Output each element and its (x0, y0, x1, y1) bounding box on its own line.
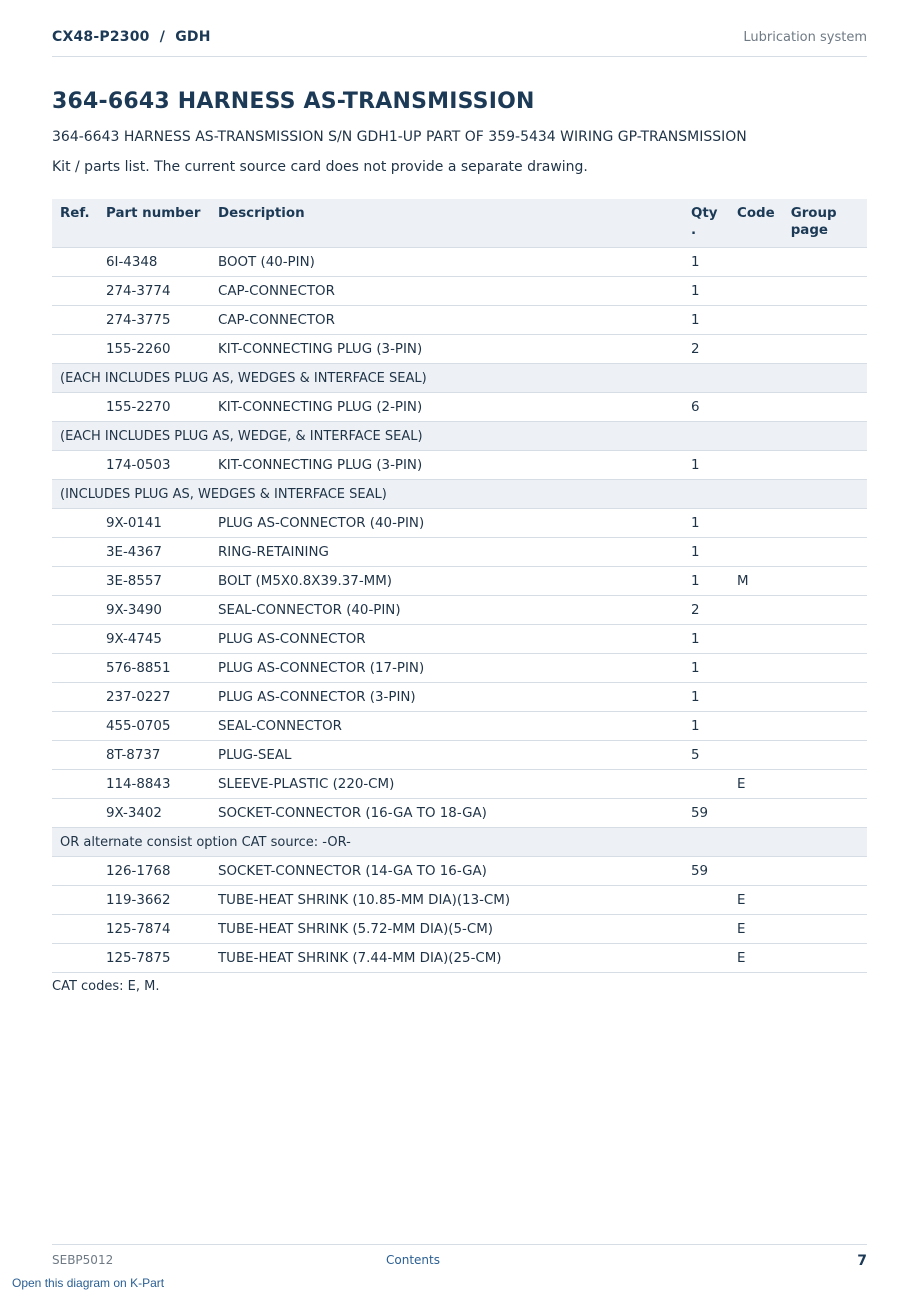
row-ref (52, 683, 98, 712)
column-header-part-number: Part number (98, 199, 210, 248)
row-description: CAP-CONNECTOR (210, 306, 683, 335)
row-code (729, 248, 783, 277)
row-group-page (783, 451, 867, 480)
row-code (729, 683, 783, 712)
table-row (52, 277, 867, 306)
table-row (52, 683, 867, 712)
row-group-page (783, 654, 867, 683)
row-group-page (783, 335, 867, 364)
row-ref (52, 770, 98, 799)
row-code (729, 799, 783, 828)
contents-link[interactable]: Contents (386, 1253, 440, 1267)
row-code (729, 335, 783, 364)
row-part-number: 576-8851 (98, 654, 210, 683)
row-description: PLUG AS-CONNECTOR (3-PIN) (210, 683, 683, 712)
row-part-number: 274-3774 (98, 277, 210, 306)
row-note: (INCLUDES PLUG AS, WEDGES & INTERFACE SEAL) (52, 480, 867, 509)
row-ref (52, 625, 98, 654)
row-qty: 1 (683, 683, 729, 712)
section-name: Lubrication system (743, 30, 867, 45)
page-header (52, 28, 867, 57)
row-ref (52, 248, 98, 277)
row-ref (52, 886, 98, 915)
table-row (52, 915, 867, 944)
row-description: BOLT (M5X0.8X39.37-MM) (210, 567, 683, 596)
page-note: Kit / parts list. The current source card does not provide a separate drawing. (52, 159, 588, 175)
parts-table-body (52, 248, 867, 973)
table-row (52, 886, 867, 915)
row-code (729, 712, 783, 741)
row-part-number: 9X-0141 (98, 509, 210, 538)
row-code: E (729, 886, 783, 915)
row-description: TUBE-HEAT SHRINK (7.44-MM DIA)(25-CM) (210, 944, 683, 973)
page-title: 364-6643 HARNESS AS-TRANSMISSION (52, 89, 535, 114)
row-qty (683, 886, 729, 915)
page-subtitle: 364-6643 HARNESS AS-TRANSMISSION S/N GDH1-UP PART OF 359-5434 WIRING GP-TRANSMISSION (52, 129, 747, 145)
row-qty (683, 944, 729, 973)
row-part-number: 125-7875 (98, 944, 210, 973)
document-code: SEBP5012 (52, 1253, 114, 1267)
row-group-page (783, 538, 867, 567)
table-note-row (52, 422, 867, 451)
row-group-page (783, 683, 867, 712)
row-description: SLEEVE-PLASTIC (220-CM) (210, 770, 683, 799)
table-row (52, 509, 867, 538)
row-part-number: 3E-4367 (98, 538, 210, 567)
table-row (52, 712, 867, 741)
column-header-ref: Ref. (52, 199, 98, 248)
table-row (52, 596, 867, 625)
table-row (52, 857, 867, 886)
row-qty: 1 (683, 712, 729, 741)
row-part-number: 8T-8737 (98, 741, 210, 770)
row-ref (52, 596, 98, 625)
table-row (52, 335, 867, 364)
row-code: E (729, 770, 783, 799)
row-part-number: 174-0503 (98, 451, 210, 480)
row-description: KIT-CONNECTING PLUG (3-PIN) (210, 451, 683, 480)
row-note: OR alternate consist option CAT source: -OR- (52, 828, 867, 857)
row-code: E (729, 944, 783, 973)
row-group-page (783, 277, 867, 306)
row-code (729, 741, 783, 770)
row-description: PLUG AS-CONNECTOR (40-PIN) (210, 509, 683, 538)
row-part-number: 119-3662 (98, 886, 210, 915)
cat-codes-footnote: CAT codes: E, M. (52, 979, 160, 994)
row-code (729, 654, 783, 683)
row-code (729, 625, 783, 654)
row-part-number: 6I-4348 (98, 248, 210, 277)
row-part-number: 9X-3402 (98, 799, 210, 828)
row-part-number: 9X-4745 (98, 625, 210, 654)
row-group-page (783, 944, 867, 973)
row-code (729, 306, 783, 335)
row-group-page (783, 712, 867, 741)
row-description: RING-RETAINING (210, 538, 683, 567)
open-diagram-link[interactable]: Open this diagram on K-Part (12, 1276, 165, 1290)
table-note-row (52, 364, 867, 393)
row-qty: 1 (683, 654, 729, 683)
row-part-number: 237-0227 (98, 683, 210, 712)
row-ref (52, 451, 98, 480)
row-qty (683, 915, 729, 944)
row-code (729, 277, 783, 306)
table-row (52, 567, 867, 596)
row-group-page (783, 625, 867, 654)
row-ref (52, 538, 98, 567)
table-note-row (52, 828, 867, 857)
row-ref (52, 654, 98, 683)
row-part-number: 455-0705 (98, 712, 210, 741)
parts-table (52, 199, 867, 973)
row-code (729, 509, 783, 538)
row-part-number: 274-3775 (98, 306, 210, 335)
row-group-page (783, 741, 867, 770)
table-row (52, 393, 867, 422)
column-header-qty: Qty . (683, 199, 729, 248)
table-row (52, 306, 867, 335)
table-row (52, 451, 867, 480)
row-qty: 2 (683, 596, 729, 625)
row-description: PLUG AS-CONNECTOR (17-PIN) (210, 654, 683, 683)
row-description: SEAL-CONNECTOR (40-PIN) (210, 596, 683, 625)
row-description: PLUG AS-CONNECTOR (210, 625, 683, 654)
table-row (52, 248, 867, 277)
row-group-page (783, 306, 867, 335)
row-group-page (783, 799, 867, 828)
row-code (729, 857, 783, 886)
row-part-number: 114-8843 (98, 770, 210, 799)
row-description: SOCKET-CONNECTOR (14-GA TO 16-GA) (210, 857, 683, 886)
table-header-row (52, 199, 867, 248)
row-qty: 1 (683, 567, 729, 596)
row-qty: 1 (683, 538, 729, 567)
row-description: PLUG-SEAL (210, 741, 683, 770)
page-number: 7 (857, 1253, 867, 1269)
row-group-page (783, 857, 867, 886)
table-note-row (52, 480, 867, 509)
row-group-page (783, 248, 867, 277)
table-row (52, 799, 867, 828)
row-part-number: 3E-8557 (98, 567, 210, 596)
row-ref (52, 306, 98, 335)
row-part-number: 125-7874 (98, 915, 210, 944)
row-group-page (783, 509, 867, 538)
row-ref (52, 799, 98, 828)
document-id: CX48-P2300 / GDH (52, 29, 211, 45)
row-description: SEAL-CONNECTOR (210, 712, 683, 741)
row-ref (52, 712, 98, 741)
row-qty: 1 (683, 306, 729, 335)
row-ref (52, 393, 98, 422)
row-qty: 5 (683, 741, 729, 770)
row-ref (52, 509, 98, 538)
row-qty: 6 (683, 393, 729, 422)
row-group-page (783, 596, 867, 625)
row-part-number: 126-1768 (98, 857, 210, 886)
row-qty: 1 (683, 509, 729, 538)
row-group-page (783, 393, 867, 422)
row-code (729, 538, 783, 567)
row-note: (EACH INCLUDES PLUG AS, WEDGES & INTERFACE SEAL) (52, 364, 867, 393)
row-code (729, 393, 783, 422)
row-qty: 59 (683, 857, 729, 886)
table-row (52, 538, 867, 567)
row-part-number: 155-2270 (98, 393, 210, 422)
row-description: TUBE-HEAT SHRINK (5.72-MM DIA)(5-CM) (210, 915, 683, 944)
table-row (52, 741, 867, 770)
row-part-number: 9X-3490 (98, 596, 210, 625)
row-group-page (783, 915, 867, 944)
row-code (729, 596, 783, 625)
row-group-page (783, 770, 867, 799)
row-qty: 1 (683, 451, 729, 480)
row-qty: 59 (683, 799, 729, 828)
column-header-description: Description (210, 199, 683, 248)
row-note: (EACH INCLUDES PLUG AS, WEDGE, & INTERFACE SEAL) (52, 422, 867, 451)
row-qty: 1 (683, 625, 729, 654)
table-row (52, 625, 867, 654)
row-ref (52, 915, 98, 944)
row-qty: 1 (683, 248, 729, 277)
row-description: KIT-CONNECTING PLUG (3-PIN) (210, 335, 683, 364)
row-group-page (783, 886, 867, 915)
row-ref (52, 277, 98, 306)
row-code: E (729, 915, 783, 944)
row-ref (52, 567, 98, 596)
row-description: SOCKET-CONNECTOR (16-GA TO 18-GA) (210, 799, 683, 828)
row-description: KIT-CONNECTING PLUG (2-PIN) (210, 393, 683, 422)
row-description: TUBE-HEAT SHRINK (10.85-MM DIA)(13-CM) (210, 886, 683, 915)
table-row (52, 654, 867, 683)
page-footer (52, 1244, 867, 1271)
row-description: CAP-CONNECTOR (210, 277, 683, 306)
row-part-number: 155-2260 (98, 335, 210, 364)
row-ref (52, 857, 98, 886)
row-group-page (783, 567, 867, 596)
row-description: BOOT (40-PIN) (210, 248, 683, 277)
row-qty (683, 770, 729, 799)
column-header-code: Code (729, 199, 783, 248)
row-code: M (729, 567, 783, 596)
row-qty: 1 (683, 277, 729, 306)
row-qty: 2 (683, 335, 729, 364)
column-header-group-page: Group page (783, 199, 867, 248)
table-row (52, 944, 867, 973)
table-row (52, 770, 867, 799)
row-ref (52, 741, 98, 770)
row-ref (52, 335, 98, 364)
row-code (729, 451, 783, 480)
row-ref (52, 944, 98, 973)
